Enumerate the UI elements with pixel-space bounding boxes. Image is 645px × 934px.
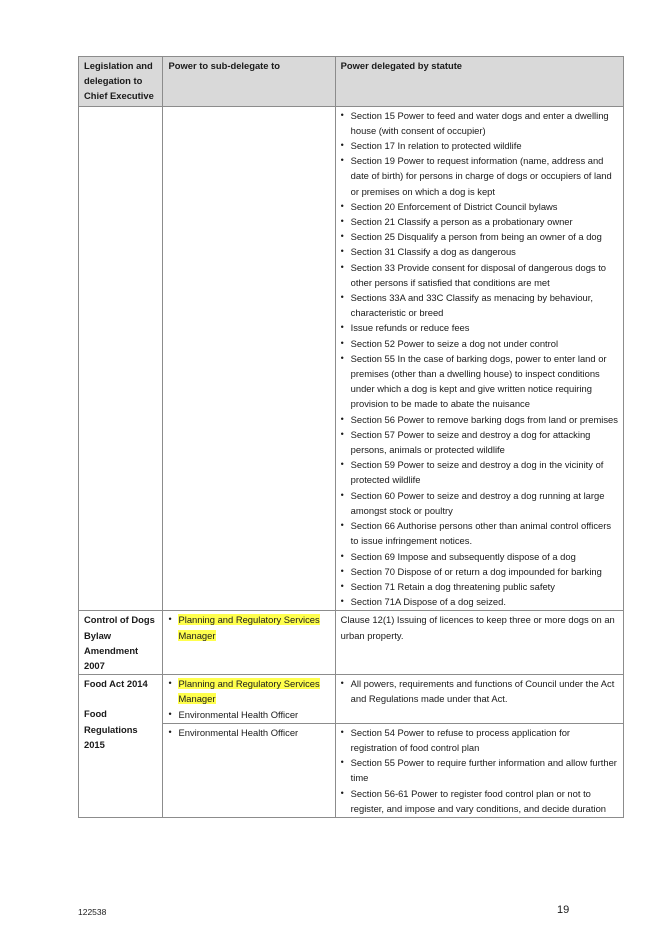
cell-subdelegate-food-1 xyxy=(163,675,335,724)
list-item: • Section 70 Dispose of or return a dog impounded for barking xyxy=(341,564,618,579)
cell-subdelegate-food-2 xyxy=(163,723,335,817)
powers-list-dogs xyxy=(341,108,618,610)
cell-powers-bylaw: Clause 12(1) Issuing of licences to keep three or more dogs on an urban property. xyxy=(335,611,623,675)
list-item: • Section 19 Power to request information (name, address and date of birth) for persons in charge of dogs or occupiers of land or premises on which a dog is kept xyxy=(341,153,618,199)
list-item: • Section 21 Classify a person as a probationary owner xyxy=(341,214,618,229)
food-act-label: Food Act 2014 xyxy=(84,678,148,690)
powers-list-food-1 xyxy=(341,676,618,706)
page-number: 19 xyxy=(557,904,570,916)
list-item: • Section 60 Power to seize and destroy a dog running at large amongst stock or poultry xyxy=(341,488,618,518)
list-item: • Section 31 Classify a dog as dangerous xyxy=(341,244,618,259)
cell-powers-food-2 xyxy=(335,723,623,817)
cell-legislation-dogs xyxy=(79,106,163,611)
document-page xyxy=(78,56,624,818)
list-item: • Section 54 Power to refuse to process application for registration of food control plan xyxy=(341,725,618,755)
list-item: • Section 59 Power to seize and destroy a dog in the vicinity of protected wildlife xyxy=(341,457,618,487)
list-item: • Section 55 In the case of barking dogs, power to enter land or premises (other than a dwelling house) to inspect conditions under which a dog is kept and give written notice requiring provision to be made to abate the nuisance xyxy=(341,351,618,412)
subdelegate-list-bylaw xyxy=(168,612,329,642)
header-statute: Power delegated by statute xyxy=(335,57,623,107)
list-item: • Section 71A Dispose of a dog seized. xyxy=(341,594,618,609)
cell-subdelegate-bylaw xyxy=(163,611,335,675)
table-row-food-1 xyxy=(79,675,624,724)
list-item: • Section 69 Impose and subsequently dispose of a dog xyxy=(341,549,618,564)
table-row-dogs-act xyxy=(79,106,624,611)
powers-list-food-2 xyxy=(341,725,618,816)
list-item: • Section 56 Power to remove barking dogs from land or premises xyxy=(341,412,618,427)
list-item: • Section 20 Enforcement of District Council bylaws xyxy=(341,199,618,214)
list-item: • All powers, requirements and functions of Council under the Act and Regulations made under that Act. xyxy=(341,676,618,706)
cell-powers-dogs xyxy=(335,106,623,611)
list-item: • Section 71 Retain a dog threatening public safety xyxy=(341,579,618,594)
cell-subdelegate-dogs xyxy=(163,106,335,611)
subdelegate-list-food-1 xyxy=(168,676,329,722)
cell-powers-food-1 xyxy=(335,675,623,724)
list-item: • Section 15 Power to feed and water dogs and enter a dwelling house (with consent of occupier) xyxy=(341,108,618,138)
list-item: • Sections 33A and 33C Classify as menacing by behaviour, characteristic or breed xyxy=(341,290,618,320)
list-item: • Environmental Health Officer xyxy=(168,725,329,740)
highlighted-subdelegate: Planning and Regulatory Services Manager xyxy=(178,678,320,705)
list-item xyxy=(168,612,329,642)
list-item: • Section 33 Provide consent for disposal of dangerous dogs to other persons if satisfied that conditions are met xyxy=(341,260,618,290)
list-item: • Section 55 Power to require further information and allow further time xyxy=(341,755,618,785)
list-item: • Section 17 In relation to protected wildlife xyxy=(341,138,618,153)
list-item xyxy=(168,676,329,706)
list-item: • Section 56-61 Power to register food control plan or not to register, and impose and vary conditions, and decide duration xyxy=(341,786,618,816)
list-item: • Environmental Health Officer xyxy=(168,707,329,722)
document-number: 122538 xyxy=(78,907,107,917)
table-row-bylaw xyxy=(79,611,624,675)
subdelegate-list-food-2 xyxy=(168,725,329,740)
list-item: • Section 52 Power to seize a dog not under control xyxy=(341,336,618,351)
header-subdelegate: Power to sub-delegate to xyxy=(163,57,335,107)
highlighted-subdelegate: Planning and Regulatory Services Manager xyxy=(178,614,320,641)
cell-legislation-food xyxy=(79,675,163,818)
food-regulations-label: Food Regulations 2015 xyxy=(84,708,138,750)
list-item: • Issue refunds or reduce fees xyxy=(341,320,618,335)
header-legislation: Legislation and delegation to Chief Executive xyxy=(79,57,163,107)
cell-legislation-bylaw: Control of Dogs Bylaw Amendment 2007 xyxy=(79,611,163,675)
list-item: • Section 57 Power to seize and destroy a dog for attacking persons, animals or protected wildlife xyxy=(341,427,618,457)
delegation-table xyxy=(78,56,624,818)
table-header-row xyxy=(79,57,624,107)
list-item: • Section 25 Disqualify a person from being an owner of a dog xyxy=(341,229,618,244)
list-item: • Section 66 Authorise persons other than animal control officers to issue infringement notices. xyxy=(341,518,618,548)
